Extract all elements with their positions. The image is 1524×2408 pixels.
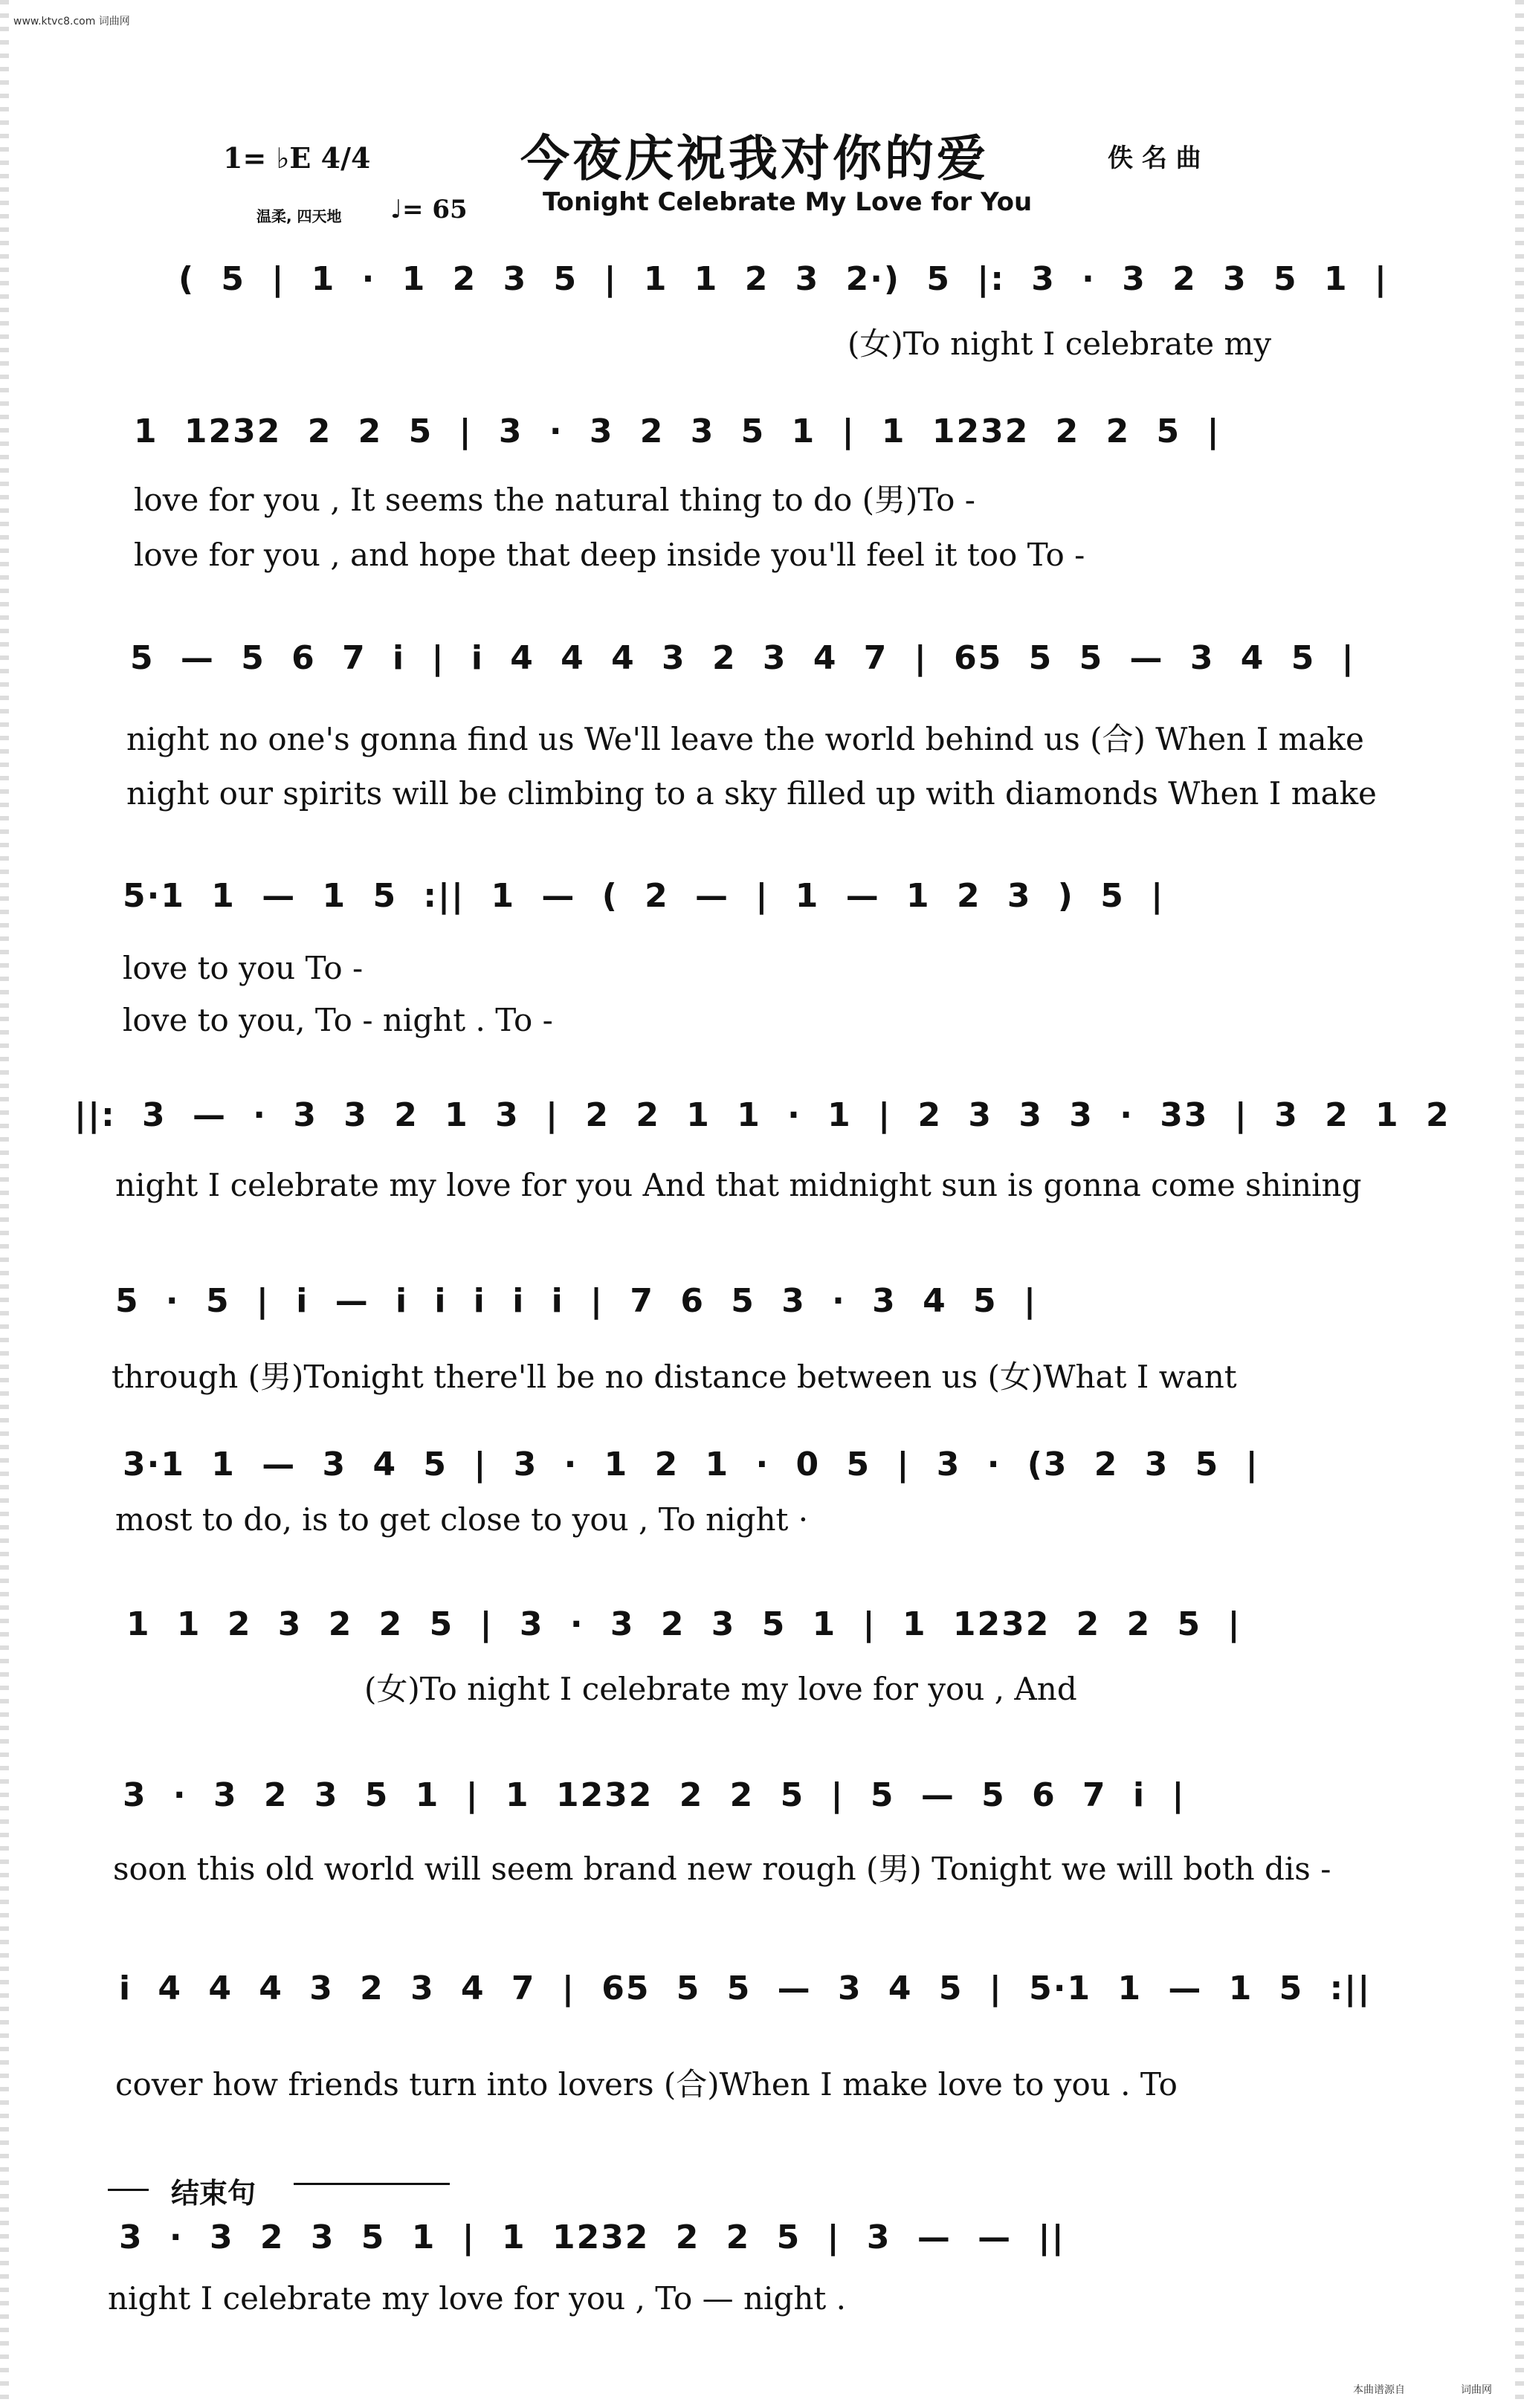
ending-bracket-right: [294, 2183, 450, 2185]
left-margin-strip: [0, 0, 9, 2408]
site-header: www.ktvc8.com 词曲网: [13, 16, 130, 27]
notation-line-4: 5·1 1 — 1 5 :|| 1 — ( 2 — | 1 — 1 2 3 ) 5 |: [123, 877, 1165, 915]
lyric-line-2a: love for you , It seems the natural thing to do (男)To -: [134, 482, 975, 518]
notation-line-10: i 4 4 4 3 2 3 4 7 | 65 5 5 — 3 4 5 | 5·1 1 — 1 5 :||: [119, 1970, 1372, 2007]
lyric-line-3b: night our spirits will be climbing to a sky filled up with diamonds When I make: [126, 775, 1377, 812]
lyric-line-3a: night no one's gonna find us We'll leave the world behind us (合) When I make: [126, 721, 1364, 757]
ending-bracket-left: [108, 2189, 149, 2191]
notation-line-1: ( 5 | 1 · 1 2 3 5 | 1 1 2 3 2·) 5 |: 3 · 3 2 3 5 1 |: [178, 260, 1388, 298]
footer-source: 本曲谱源自: [1353, 2384, 1405, 2396]
notation-line-8: 1 1 2 3 2 2 5 | 3 · 3 2 3 5 1 | 1 1232 2 2 5 |: [126, 1605, 1242, 1643]
lyric-line-10a: cover how friends turn into lovers (合)When I make love to you . To: [115, 2066, 1178, 2103]
lyric-line-4a: love to you To -: [123, 950, 364, 986]
composer: 佚 名 曲: [1108, 143, 1201, 173]
lyric-line-1a: (女)To night I celebrate my: [847, 326, 1272, 362]
lyric-line-7a: most to do, is to get close to you , To night ·: [115, 1501, 809, 1538]
notation-line-6: 5 · 5 | i — i i i i i | 7 6 5 3 · 3 4 5 |: [115, 1282, 1038, 1320]
song-title-chinese: 今夜庆祝我对你的爱: [520, 129, 989, 187]
notation-line-11: 3 · 3 2 3 5 1 | 1 1232 2 2 5 | 3 — — ||: [119, 2218, 1065, 2256]
lyric-line-6a: through (男)Tonight there'll be no distance between us (女)What I want: [112, 1359, 1237, 1395]
tempo-marking: ♩= 65: [390, 195, 468, 224]
lyric-line-5a: night I celebrate my love for you And that midnight sun is gonna come shining: [115, 1167, 1362, 1203]
lyric-line-2b: love for you , and hope that deep inside you'll feel it too To -: [134, 537, 1085, 573]
notation-line-2: 1 1232 2 2 5 | 3 · 3 2 3 5 1 | 1 1232 2 2 5 |: [134, 412, 1221, 450]
notation-line-7: 3·1 1 — 3 4 5 | 3 · 1 2 1 · 0 5 | 3 · (3 2 3 5 |: [123, 1446, 1259, 1483]
right-margin-strip: [1515, 0, 1524, 2408]
key-signature: 1= ♭E 4/4: [223, 141, 371, 175]
song-title-english: Tonight Celebrate My Love for You: [543, 187, 1033, 217]
lyric-line-11a: night I celebrate my love for you , To — night .: [108, 2280, 847, 2317]
footer-site: 词曲网: [1461, 2384, 1492, 2396]
credit: 温柔, 四天地: [256, 207, 342, 225]
lyric-line-4b: love to you, To - night . To -: [123, 1002, 553, 1038]
notation-line-3: 5 — 5 6 7 i | i 4 4 4 3 2 3 4 7 | 65 5 5 — 3 4 5 |: [130, 639, 1355, 677]
lyric-line-9a: soon this old world will seem brand new rough (男) Tonight we will both dis -: [113, 1851, 1331, 1887]
ending-label: 结束句: [171, 2176, 256, 2210]
lyric-line-8a: (女)To night I celebrate my love for you , And: [364, 1671, 1077, 1707]
notation-line-5: ||: 3 — · 3 3 2 1 3 | 2 2 1 1 · 1 | 2 3 3 3 · 33 | 3 2 1 2: [74, 1096, 1450, 1134]
notation-line-9: 3 · 3 2 3 5 1 | 1 1232 2 2 5 | 5 — 5 6 7 i |: [123, 1776, 1186, 1814]
